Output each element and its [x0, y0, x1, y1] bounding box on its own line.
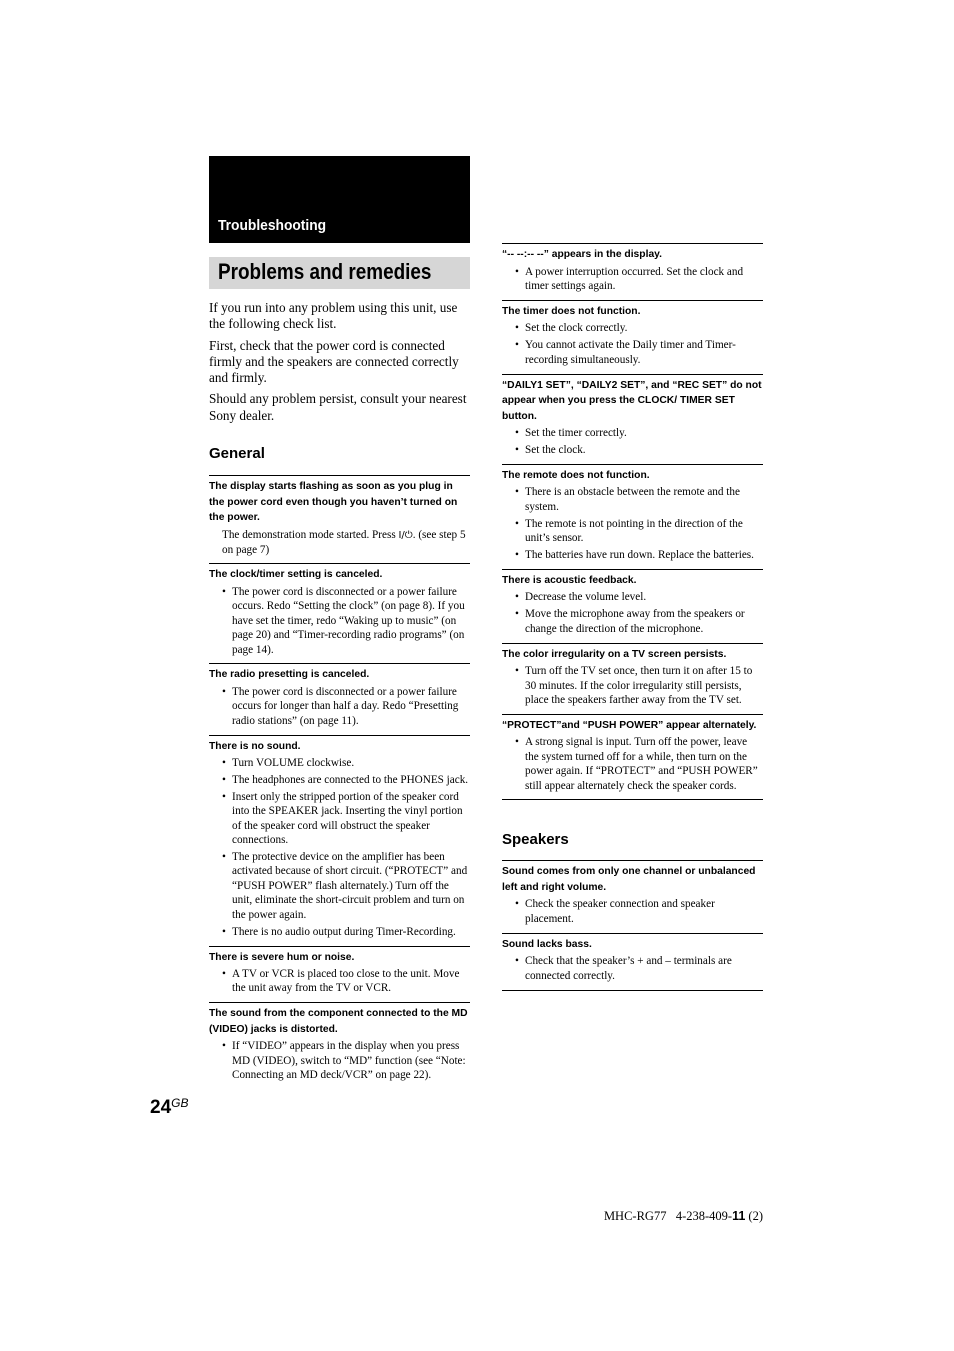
trouble-entry	[209, 663, 470, 734]
problem-text: There is acoustic feedback.	[502, 574, 637, 586]
remedy-item: • Check that the speaker’s + and – terminals are connected correctly.	[502, 954, 763, 983]
trouble-entry	[502, 714, 763, 801]
trouble-entry	[502, 243, 763, 300]
remedy-item: • You cannot activate the Daily timer and Timer-recording simultaneously.	[502, 338, 763, 367]
problem-text: The remote does not function.	[502, 469, 650, 481]
problem-text: The display starts flashing as soon as you plug in the power cord even though you haven’t turned on the power.	[209, 481, 458, 524]
remedy-item: • The headphones are connected to the PHONES jack.	[209, 773, 470, 787]
page-title-box	[209, 257, 470, 289]
problem-text: Sound comes from only one channel or unbalanced left and right volume.	[502, 866, 756, 893]
remedy-item: • The power cord is disconnected or a power failure occurs. Redo “Setting the clock” (on page 8). If you have set the timer, redo “Waking up to music” (on page 20) and “Timer-recording radio programs” (on page 14).	[209, 585, 470, 657]
section-tab-label: Troubleshooting	[218, 217, 327, 234]
trouble-entry	[209, 563, 470, 663]
page-title: Problems and remedies	[218, 259, 432, 284]
trouble-entry	[502, 300, 763, 374]
remedy-item: • If “VIDEO” appears in the display when you press MD (VIDEO), switch to “MD” function (see “Note: Connecting an MD deck/VCR” on page 22).	[209, 1039, 470, 1082]
remedy-item: • A strong signal is input. Turn off the power, leave the system turned off for a while, then turn on the power again. If “PROTECT” and “PUSH POWER” still appear alternately check the speaker cords.	[502, 735, 763, 793]
section-tab	[209, 156, 470, 243]
remedy-item: • Insert only the stripped portion of the speaker cord into the SPEAKER jack. Inserting the vinyl portion of the speaker cord will obstruct the speaker connections.	[209, 790, 470, 848]
intro-paragraph: First, check that the power cord is connected firmly and the speakers are connected correctly and firmly.	[209, 337, 459, 386]
remedy-item: • Set the clock correctly.	[502, 321, 763, 335]
problem-text: The timer does not function.	[502, 305, 641, 317]
trouble-entry	[209, 946, 470, 1003]
remedy-item: • A TV or VCR is placed too close to the unit. Move the unit away from the TV or VCR.	[209, 967, 470, 996]
problem-text: The radio presetting is canceled.	[209, 669, 370, 681]
problem-text: There is severe hum or noise.	[209, 951, 355, 963]
problem-text: “-- --:-- --” appears in the display.	[502, 249, 662, 260]
trouble-entry	[502, 860, 763, 932]
page-number: $24^{GB}$	[150, 1096, 189, 1118]
intro-paragraph: If you run into any problem using this unit, use the following check list.	[209, 300, 458, 332]
trouble-entry	[502, 933, 763, 991]
remedy-text: The demonstration mode started. Press I/⏻. (see step 5 on page 7)	[222, 528, 466, 556]
remedy-item: • Turn VOLUME clockwise.	[209, 756, 470, 770]
page-suffix: GB	[171, 1096, 189, 1110]
problem-text: Sound lacks bass.	[502, 938, 592, 950]
trouble-entry	[502, 464, 763, 569]
model-code: MHC-RG77 4-238-409-11 (2)	[603, 1209, 763, 1223]
remedy-item: • Set the timer correctly.	[502, 426, 763, 440]
problem-text: There is no sound.	[209, 740, 301, 752]
section-heading-speakers: Speakers	[502, 831, 569, 849]
remedy-item: • A power interruption occurred. Set the clock and timer settings again.	[502, 265, 763, 294]
remedy-item: • There is no audio output during Timer-Recording.	[209, 925, 470, 939]
problem-text: The sound from the component connected to the MD (VIDEO) jacks is distorted.	[209, 1008, 468, 1035]
problem-text: “DAILY1 SET”, “DAILY2 SET”, and “REC SET” do not appear when you press the CLOCK/ TIMER SET button.	[502, 379, 762, 422]
intro-paragraph: Should any problem persist, consult your nearest Sony dealer.	[209, 391, 467, 423]
remedy-item: • The remote is not pointing in the direction of the unit’s sensor.	[502, 517, 763, 546]
trouble-entry	[502, 569, 763, 643]
problem-text: The color irregularity on a TV screen persists.	[502, 648, 727, 660]
remedy-item: • Check the speaker connection and speaker placement.	[502, 897, 763, 926]
remedy-item: • Decrease the volume level.	[502, 590, 763, 604]
remedy-item: • Set the clock.	[502, 443, 763, 457]
problem-text: “PROTECT”and “PUSH POWER” appear alternately.	[502, 719, 757, 731]
left-column	[209, 300, 470, 1089]
trouble-entry	[209, 1002, 470, 1089]
section-heading-general: General	[209, 445, 265, 463]
remedy-item: • Move the microphone away from the speakers or change the direction of the microphone.	[502, 607, 763, 636]
power-icon: I/⏻	[398, 529, 413, 541]
remedy-item: • There is an obstacle between the remote and the system.	[502, 485, 763, 514]
remedy-item: • The batteries have run down. Replace the batteries.	[502, 548, 763, 562]
right-column	[502, 243, 763, 991]
problem-text: The clock/timer setting is canceled.	[209, 569, 383, 581]
remedy-item: • The power cord is disconnected or a power failure occurs for longer than half a day. Redo “Presetting radio stations” (on page 11).	[209, 685, 470, 728]
trouble-entry	[209, 475, 470, 563]
remedy-item: • Turn off the TV set once, then turn it on after 15 to 30 minutes. If the color irregularity still persists, place the speakers farther away from the TV set.	[502, 664, 763, 707]
trouble-entry	[502, 643, 763, 714]
remedy-item: • The protective device on the amplifier has been activated because of short circuit. (“PROTECT” and “PUSH POWER” flash alternately.) Turn off the unit, eliminate the short-circuit problem and turn on the power again.	[209, 850, 470, 922]
trouble-entry	[502, 374, 763, 464]
trouble-entry	[209, 735, 470, 946]
